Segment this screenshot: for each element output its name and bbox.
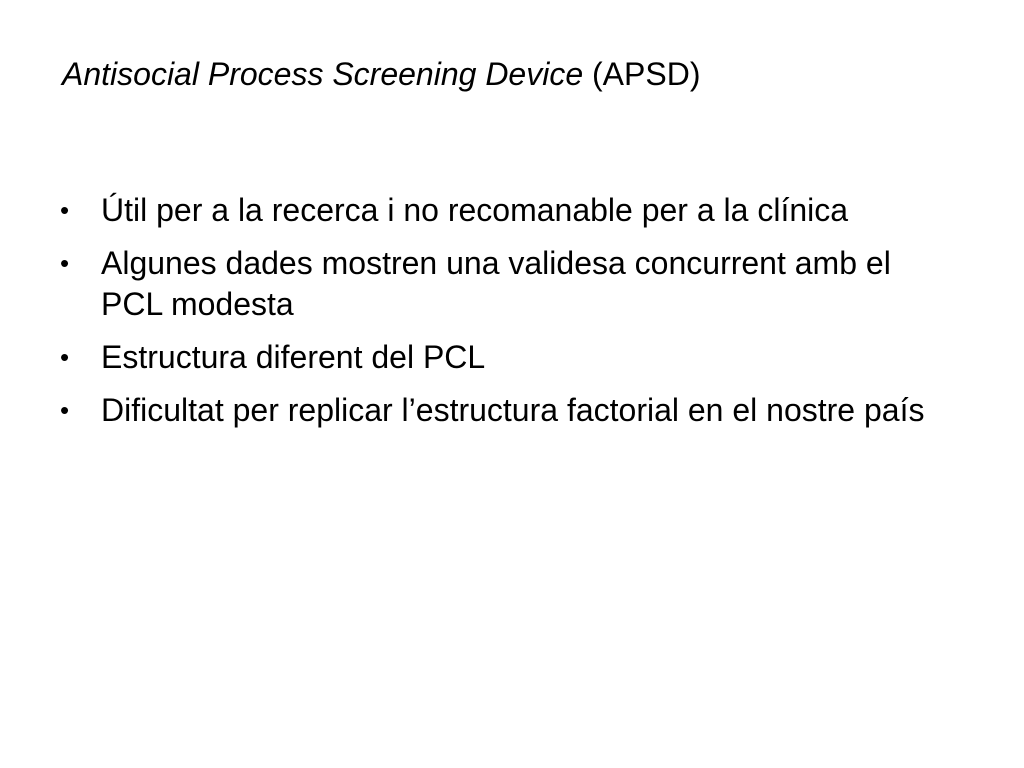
bullet-item <box>60 390 960 431</box>
slide-title-italic: Antisocial Process Screening Device <box>62 56 584 92</box>
bullet-icon: • <box>60 395 70 425</box>
bullet-icon: • <box>60 342 70 372</box>
bullet-icon: • <box>60 248 70 278</box>
bullet-list <box>60 190 960 443</box>
bullet-item <box>60 243 960 325</box>
bullet-item <box>60 190 960 231</box>
slide-title <box>62 52 962 96</box>
slide-title-acronym: (APSD) <box>583 56 701 92</box>
bullet-text: Útil per a la recerca i no recomanable per a la clínica <box>101 192 849 228</box>
bullet-text: Dificultat per replicar l’estructura factorial en el nostre país <box>101 392 925 428</box>
bullet-text: Algunes dades mostren una validesa concurrent amb el PCL modesta <box>101 245 891 322</box>
bullet-icon: • <box>60 195 70 225</box>
bullet-item <box>60 337 960 378</box>
bullet-text: Estructura diferent del PCL <box>101 339 486 375</box>
